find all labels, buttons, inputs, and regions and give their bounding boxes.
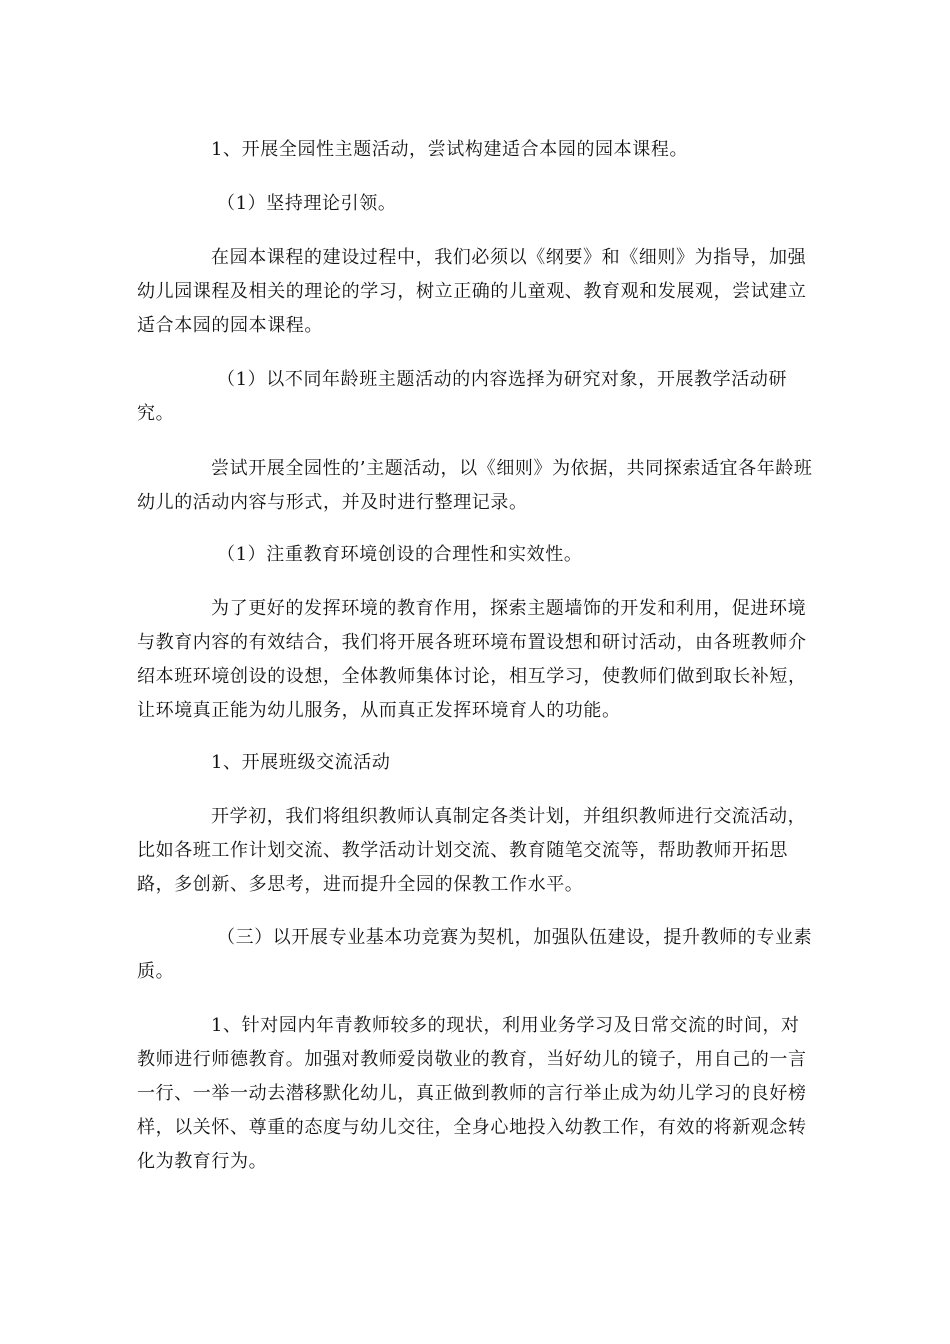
paragraph-11: 1、针对园内年青教师较多的现状，利用业务学习及日常交流的时间，对教师进行师德教育。加强对教师爱岗敬业的教育，当好幼儿的镜子，用自己的一言一行、一举一动去潜移默化幼儿，真正做到教师的言行举止成为幼儿学习的良好榜样，以关怀、尊重的态度与幼儿交往，全身心地投入幼教工作，有效的将新观念转化为教育行为。	[137, 1015, 807, 1172]
paragraph-5: 尝试开展全园性的’主题活动，以《细则》为依据，共同探索适宜各年龄班幼儿的活动内容与形式，并及时进行整理记录。	[137, 458, 813, 513]
paragraph-7: 为了更好的发挥环境的教育作用，探索主题墙饰的开发和利用，促进环境与教育内容的有效结合，我们将开展各班环境布置设想和研讨活动，由各班教师介绍本班环境创设的设想，全体教师集体讨论，相互学习，使教师们做到取长补短，让环境真正能为幼儿服务，从而真正发挥环境育人的功能。	[137, 598, 807, 721]
paragraph-6: （1）注重教育环境创设的合理性和实效性。	[217, 544, 583, 565]
paragraph-10: （三）以开展专业基本功竞赛为契机，加强队伍建设，提升教师的专业素质。	[137, 927, 813, 982]
paragraph-8: 1、开展班级交流活动	[211, 752, 391, 773]
paragraph-1: 1、开展全园性主题活动，尝试构建适合本园的园本课程。	[211, 139, 689, 160]
paragraph-4: （1）以不同年龄班主题活动的内容选择为研究对象，开展教学活动研究。	[137, 369, 788, 424]
paragraph-2: （1）坚持理论引领。	[217, 193, 397, 214]
paragraph-9: 开学初，我们将组织教师认真制定各类计划，并组织教师进行交流活动，比如各班工作计划交流、教学活动计划交流、教育随笔交流等，帮助教师开拓思路，多创新、多思考，进而提升全园的保教工作水平。	[137, 806, 807, 895]
paragraph-3: 在园本课程的建设过程中，我们必须以《纲要》和《细则》为指导，加强幼儿园课程及相关的理论的学习，树立正确的儿童观、教育观和发展观，尝试建立适合本园的园本课程。	[137, 247, 807, 336]
